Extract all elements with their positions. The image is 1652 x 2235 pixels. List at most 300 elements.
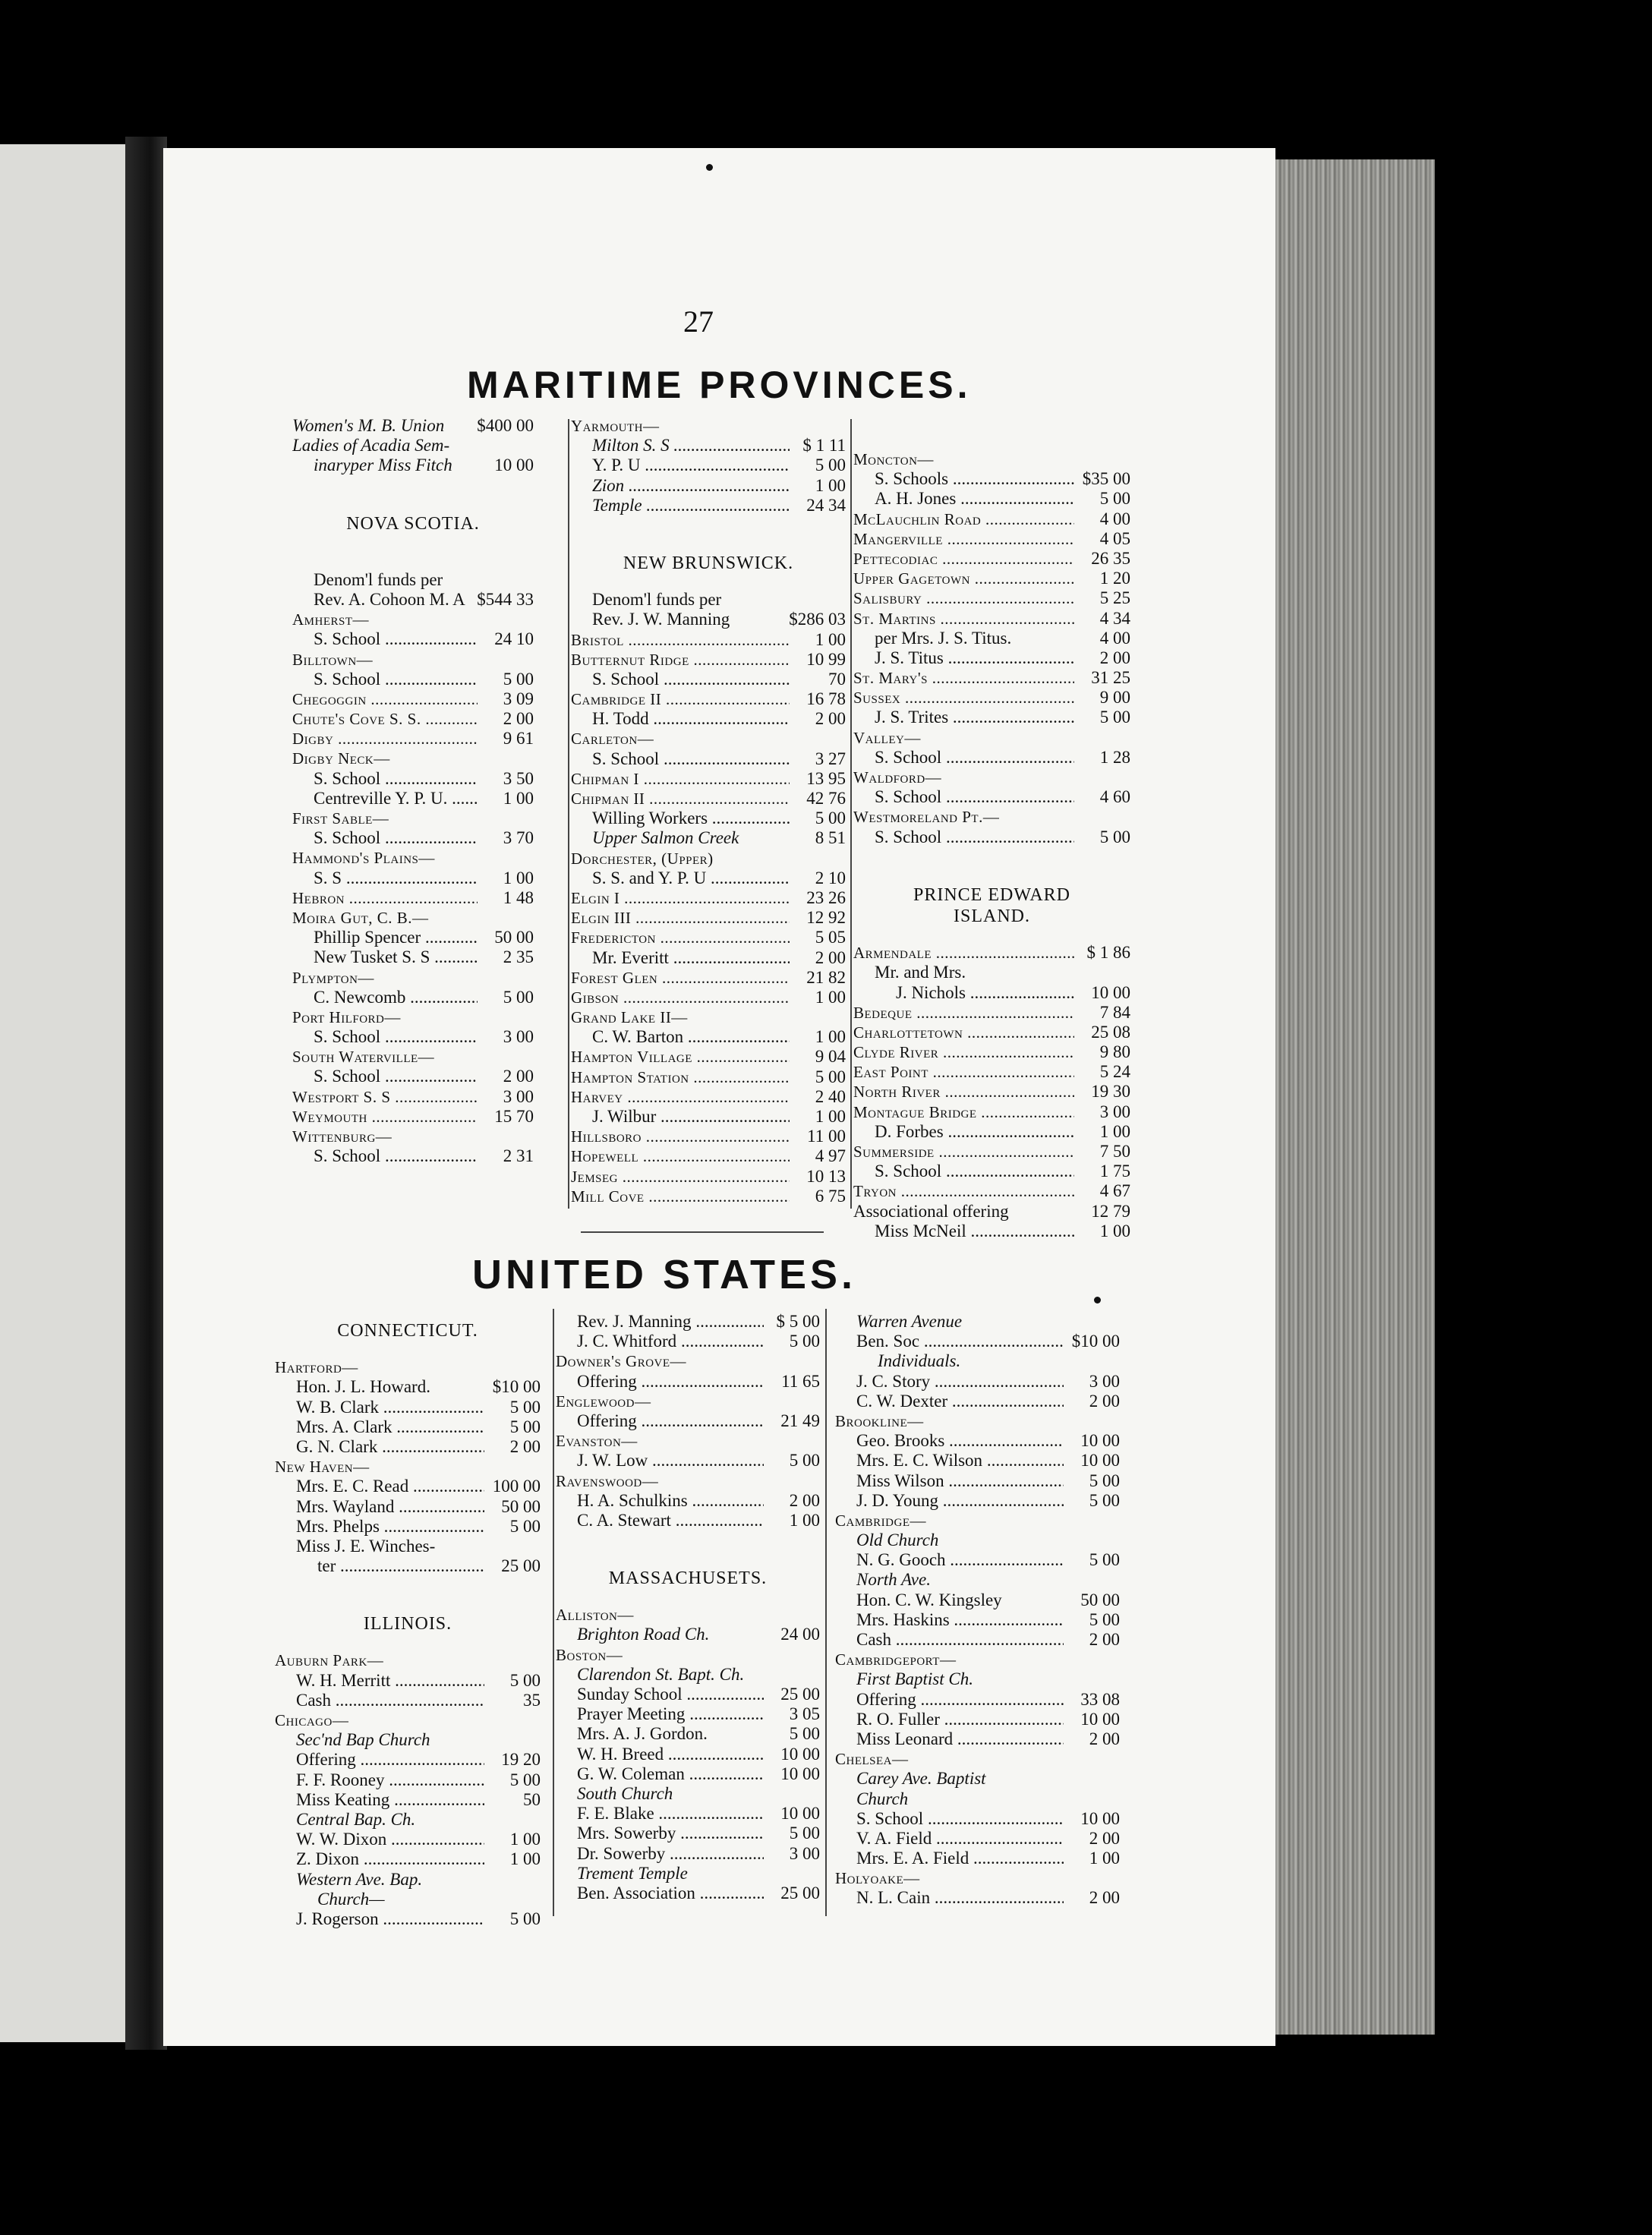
entry-name: Prayer Meeting .....	[556, 1704, 764, 1724]
entry-name: Cambridge II .....	[571, 689, 790, 709]
entry-amount: 2 00	[503, 709, 534, 729]
entry-row	[835, 1749, 1120, 1769]
entry-name: Port Hilford—	[292, 1007, 401, 1026]
entry-row	[571, 809, 846, 828]
region-heading: NEW BRUNSWICK.	[623, 553, 794, 573]
entry-name: S. School .....	[571, 749, 790, 769]
entry-amount	[478, 650, 534, 670]
entry-name: G. N. Clark .....	[275, 1437, 484, 1457]
entry-row	[853, 588, 1130, 608]
entry-amount: 5 00	[789, 1332, 820, 1351]
entry-amount: $544 33	[477, 589, 534, 609]
entry-row	[835, 1829, 1120, 1849]
entry-name: W. W. Dixon .....	[275, 1830, 484, 1849]
entry-amount: 3 00	[1099, 1102, 1130, 1121]
entry-amount: 2 00	[1089, 1828, 1120, 1848]
entry-amount: 4 97	[815, 1146, 846, 1166]
entry-amount: 5 00	[789, 1824, 820, 1843]
entry-row	[556, 1411, 820, 1431]
entry-name: Hebron .....	[292, 888, 478, 908]
entry-row	[275, 1650, 541, 1670]
entry-row	[571, 1067, 846, 1087]
entry-row	[835, 1610, 1120, 1630]
entry-name: Hon. C. W. Kingsley	[856, 1590, 1002, 1609]
entry-amount: 10 00	[494, 456, 534, 475]
entry-row	[292, 1107, 534, 1127]
entry-amount: 3 09	[503, 689, 534, 708]
entry-row	[853, 1042, 1130, 1062]
entry-row	[835, 1769, 1120, 1789]
entry-amount: 4 05	[1099, 528, 1130, 548]
entry-amount	[764, 1351, 820, 1371]
entry-name: Church	[856, 1789, 909, 1808]
entry-amount	[790, 729, 846, 749]
entry-row	[571, 789, 846, 809]
entry-amount: 9 80	[1099, 1042, 1130, 1062]
entry-name: J. C. Whitford .....	[556, 1332, 764, 1351]
entry-row	[571, 928, 846, 947]
maritime-column-1	[292, 416, 534, 1166]
entry-name: Armendale .....	[853, 943, 1074, 963]
entry-amount: 1 20	[1099, 569, 1130, 588]
entry-row	[556, 1451, 820, 1471]
entry-amount: 5 00	[509, 1397, 541, 1417]
entry-name: N. L. Cain .....	[835, 1888, 1064, 1908]
entry-name: N. G. Gooch .....	[835, 1550, 1064, 1570]
entry-name: V. A. Field .....	[835, 1829, 1064, 1849]
entry-name: Weymouth .....	[292, 1107, 478, 1127]
entry-name: Hopewell .....	[571, 1146, 790, 1166]
entry-amount: 5 25	[1099, 588, 1130, 608]
entry-name: Chipman I .....	[571, 769, 790, 789]
entry-name: Auburn Park—	[275, 1651, 384, 1670]
entry-name: S. School .....	[292, 1146, 478, 1166]
entry-row	[835, 1789, 1120, 1809]
entry-name: St. Mary's .....	[853, 668, 1074, 688]
entry-name: Englewood—	[556, 1392, 651, 1411]
entry-name: Denom'l funds per	[592, 590, 722, 610]
entry-row	[556, 1605, 820, 1625]
entry-amount: 5 00	[509, 1516, 541, 1536]
entry-row	[292, 1127, 534, 1146]
entry-name: Yarmouth—	[571, 417, 660, 435]
entry-name: New Haven—	[275, 1458, 370, 1477]
entry-name: Evanston—	[556, 1432, 638, 1451]
entry-name: Bristol .....	[571, 630, 790, 650]
entry-row	[853, 1102, 1130, 1122]
entry-amount	[478, 1127, 534, 1146]
entry-name: Sec'nd Bap Church	[296, 1730, 430, 1750]
entry-amount: 3 00	[503, 1027, 534, 1047]
entry-amount	[1064, 1789, 1120, 1809]
entry-row	[292, 1087, 534, 1107]
entry-row	[853, 1003, 1130, 1023]
entry-amount	[1064, 1351, 1120, 1371]
entry-name: Mrs. E. C. Read .....	[275, 1477, 484, 1496]
entry-row	[556, 1824, 820, 1843]
entry-name: Mill Cove .....	[571, 1187, 790, 1206]
entry-name: First Sable—	[292, 809, 389, 828]
entry-amount: 26 35	[1091, 548, 1130, 568]
entry-amount: 25 08	[1091, 1022, 1130, 1042]
entry-row	[556, 1372, 820, 1392]
entry-row	[835, 1332, 1120, 1351]
entry-name: Ben. Association .....	[556, 1884, 764, 1903]
entry-row	[571, 496, 846, 515]
entry-row	[835, 1868, 1120, 1888]
entry-amount: 3 00	[503, 1086, 534, 1106]
entry-name: J. C. Story .....	[835, 1372, 1064, 1392]
entry-row	[275, 1890, 541, 1909]
entry-amount: 2 00	[509, 1436, 541, 1456]
entry-name: Ladies of Acadia Sem-	[292, 436, 450, 456]
entry-amount: 2 00	[1089, 1729, 1120, 1748]
entry-amount: 12 79	[1091, 1201, 1130, 1221]
entry-name: Z. Dixon .....	[275, 1849, 484, 1869]
entry-row	[571, 416, 846, 436]
entry-row	[571, 610, 846, 629]
region-heading: NOVA SCOTIA.	[346, 513, 480, 534]
entry-amount: 5 00	[815, 456, 846, 475]
entry-name: S. School .....	[292, 769, 478, 789]
entry-row	[835, 1372, 1120, 1392]
entry-amount	[484, 1890, 541, 1909]
entry-row	[292, 570, 534, 590]
entry-row	[571, 868, 846, 888]
entry-row	[853, 1082, 1130, 1102]
entry-amount	[1074, 728, 1130, 748]
entry-amount: 2 40	[815, 1086, 846, 1106]
entry-name: Offering .....	[275, 1750, 484, 1770]
entry-row	[571, 769, 846, 789]
entry-row	[835, 1392, 1120, 1411]
entry-name: S. S .....	[292, 868, 478, 888]
entry-name: Temple .....	[571, 496, 790, 515]
entry-name: Cash .....	[835, 1630, 1064, 1650]
entry-row	[556, 1685, 820, 1704]
entry-amount: 9 00	[1099, 688, 1130, 708]
entry-name: Offering .....	[835, 1690, 1064, 1710]
entry-amount: 2 00	[1089, 1630, 1120, 1649]
entry-name: Jemseg .....	[571, 1167, 790, 1187]
entry-amount: 2 35	[503, 947, 534, 967]
entry-row	[571, 1167, 846, 1187]
entry-name: Mrs. A. J. Gordon.	[577, 1724, 708, 1744]
entry-amount	[764, 1784, 820, 1804]
column-rule	[568, 419, 569, 1209]
print-speck	[1094, 1297, 1101, 1303]
entry-row	[853, 983, 1130, 1003]
entry-row	[275, 1556, 541, 1576]
entry-amount: 2 00	[503, 1067, 534, 1086]
entry-name: Ravenswood—	[556, 1471, 659, 1490]
entry-amount	[478, 749, 534, 768]
entry-amount: 2 10	[815, 868, 846, 887]
entry-row	[571, 988, 846, 1007]
entry-name: Digby Neck—	[292, 749, 390, 768]
entry-row	[556, 1491, 820, 1511]
entry-name: Dorchester, (Upper)	[571, 849, 714, 868]
entry-row	[853, 509, 1130, 529]
entry-amount: 2 00	[789, 1490, 820, 1510]
entry-amount	[478, 848, 534, 868]
entry-row	[835, 1849, 1120, 1868]
entry-name: Butternut Ridge .....	[571, 650, 790, 670]
entry-name: Miss Leonard .....	[835, 1729, 1064, 1749]
entry-name: Rev. A. Cohoon M. A	[314, 589, 465, 609]
entry-amount: 10 00	[780, 1804, 820, 1824]
entry-amount	[790, 590, 846, 610]
entry-row	[275, 1830, 541, 1849]
entry-row	[835, 1431, 1120, 1451]
region-heading: PRINCE EDWARD	[913, 884, 1070, 905]
entry-row	[556, 1431, 820, 1451]
entry-amount: 25 00	[780, 1685, 820, 1704]
entry-row	[292, 590, 534, 610]
entry-amount: 5 00	[1089, 1550, 1120, 1570]
entry-row	[571, 828, 846, 848]
entry-name: Chegoggin .....	[292, 689, 478, 709]
entry-row	[853, 648, 1130, 668]
entry-name: A. H. Jones .....	[853, 489, 1074, 509]
entry-name: Hampton Village .....	[571, 1047, 790, 1067]
entry-row	[571, 1107, 846, 1127]
entry-amount: 5 00	[789, 1451, 820, 1471]
entry-amount: 5 00	[509, 1770, 541, 1789]
entry-row	[556, 1884, 820, 1903]
entry-row	[835, 1690, 1120, 1710]
entry-amount	[1064, 1868, 1120, 1888]
entry-amount: 11 00	[807, 1127, 846, 1146]
entry-amount	[484, 1870, 541, 1890]
entry-row	[292, 1007, 534, 1027]
entry-amount: $400 00	[477, 416, 534, 435]
entry-row	[292, 749, 534, 768]
entry-name: Trement Temple	[577, 1863, 688, 1883]
entry-name: Mangerville .....	[853, 529, 1074, 549]
entry-name: S. School .....	[292, 1027, 478, 1047]
entry-name: S. School .....	[835, 1809, 1064, 1829]
entry-row	[275, 1437, 541, 1457]
entry-amount: 50 00	[1080, 1590, 1120, 1609]
region-heading: ISLAND.	[954, 906, 1030, 926]
entry-name: Associational offering	[853, 1201, 1009, 1221]
entry-amount	[484, 1457, 541, 1477]
entry-amount: 5 00	[789, 1724, 820, 1744]
entry-name: Milton S. S .....	[571, 436, 790, 456]
entry-name: Rev. J. Manning .....	[556, 1312, 764, 1332]
entry-name: S. School .....	[853, 787, 1074, 807]
entry-row	[292, 729, 534, 749]
entry-amount: 5 00	[1089, 1609, 1120, 1629]
entry-row	[853, 1162, 1130, 1181]
entry-amount: $10 00	[492, 1377, 541, 1397]
us-column-3	[835, 1312, 1120, 1909]
entry-amount: 1 00	[1099, 1121, 1130, 1141]
entry-amount	[484, 1730, 541, 1750]
entry-name: Hampton Station .....	[571, 1067, 790, 1087]
entry-amount: 10 00	[1080, 1709, 1120, 1729]
entry-name: Miss J. E. Winches-	[296, 1536, 436, 1556]
entry-amount: 2 00	[815, 947, 846, 967]
entry-row	[835, 1809, 1120, 1829]
entry-name: Salisbury .....	[853, 588, 1074, 608]
entry-amount: 10 00	[780, 1744, 820, 1764]
entry-name: Brookline—	[835, 1411, 924, 1430]
entry-name: C. A. Stewart .....	[556, 1511, 764, 1530]
entry-name: Old Church	[856, 1530, 939, 1550]
entry-row	[571, 630, 846, 650]
entry-name: S. School .....	[853, 748, 1074, 768]
entry-row	[853, 827, 1130, 847]
entry-name: St. Martins .....	[853, 609, 1074, 629]
entry-row	[853, 529, 1130, 549]
entry-name: H. A. Schulkins .....	[556, 1491, 764, 1511]
entry-row	[556, 1665, 820, 1685]
entry-amount: 1 00	[815, 1107, 846, 1127]
book-gutter-shadow	[125, 137, 167, 2050]
entry-row	[571, 650, 846, 670]
entry-row	[571, 849, 846, 868]
entry-name: Mrs. A. Clark .....	[275, 1417, 484, 1437]
entry-row	[853, 549, 1130, 569]
entry-name: Mrs. E. C. Wilson .....	[835, 1451, 1064, 1471]
entry-name: South Church	[577, 1783, 673, 1803]
entry-name: Miss Keating .....	[275, 1790, 484, 1810]
entry-amount: $286 03	[789, 610, 846, 629]
column-rule	[850, 419, 852, 1209]
entry-row	[853, 787, 1130, 807]
entry-name: Boston—	[556, 1645, 623, 1664]
entry-amount: 3 70	[503, 828, 534, 848]
entry-name: Harvey .....	[571, 1087, 790, 1107]
entry-amount: 5 00	[1099, 708, 1130, 727]
us-column-1	[275, 1303, 541, 1929]
entry-amount	[790, 849, 846, 868]
entry-name: Bedeque .....	[853, 1003, 1074, 1023]
entry-row	[835, 1471, 1120, 1491]
entry-name: Mrs. Wayland .....	[275, 1497, 484, 1517]
entry-name: Plympton—	[292, 968, 374, 987]
entry-name: Mrs. Haskins .....	[835, 1610, 1064, 1630]
entry-row	[571, 749, 846, 769]
entry-name: J. Rogerson .....	[275, 1909, 484, 1929]
entry-name: C. W. Barton .....	[571, 1027, 790, 1047]
entry-row	[853, 1181, 1130, 1201]
entry-name: Chicago—	[275, 1711, 349, 1730]
entry-amount	[478, 570, 534, 590]
entry-amount: 4 34	[1099, 608, 1130, 628]
entry-row	[556, 1332, 820, 1351]
entry-name: Mr. and Mrs.	[875, 963, 966, 982]
entry-row	[556, 1724, 820, 1744]
entry-row	[292, 928, 534, 947]
entry-name: Amherst—	[292, 610, 370, 629]
entry-amount: 1 00	[815, 1027, 846, 1047]
entry-amount: 1 00	[503, 788, 534, 808]
spacer	[292, 550, 534, 570]
entry-amount: 4 00	[1099, 628, 1130, 648]
entry-amount: 5 00	[1089, 1471, 1120, 1490]
entry-row	[292, 1047, 534, 1067]
entry-amount: 24 10	[494, 629, 534, 649]
entry-amount	[484, 1357, 541, 1377]
entry-amount	[478, 968, 534, 988]
entry-row	[292, 416, 534, 436]
entry-name: Downer's Grove—	[556, 1352, 687, 1371]
entry-name: W. B. Clark .....	[275, 1398, 484, 1417]
entry-name: D. Forbes .....	[853, 1122, 1074, 1142]
entry-row	[853, 1142, 1130, 1162]
entry-row	[571, 968, 846, 988]
entry-amount: 3 00	[789, 1843, 820, 1863]
entry-name: Digby .....	[292, 729, 478, 749]
entry-name: Offering .....	[556, 1411, 764, 1431]
entry-amount: 10 00	[1080, 1431, 1120, 1451]
entry-row	[275, 1497, 541, 1517]
entry-amount: 4 60	[1099, 787, 1130, 807]
entry-amount	[478, 908, 534, 928]
entry-row	[292, 436, 534, 456]
entry-name: S. School .....	[292, 828, 478, 848]
entry-row	[853, 609, 1130, 629]
entry-amount: 2 00	[1089, 1888, 1120, 1908]
entry-row	[556, 1392, 820, 1411]
entry-name: Fredericton .....	[571, 928, 790, 947]
entry-name: Carey Ave. Baptist	[856, 1769, 986, 1789]
entry-row	[275, 1517, 541, 1537]
entry-amount	[764, 1431, 820, 1451]
entry-amount	[478, 1047, 534, 1067]
entry-amount: 6 75	[815, 1186, 846, 1206]
entry-row	[275, 1870, 541, 1890]
entry-amount: 5 00	[1099, 827, 1130, 846]
entry-amount: $ 1 11	[802, 436, 846, 456]
entry-name: Pettecodiac .....	[853, 549, 1074, 569]
entry-amount: 11 65	[781, 1371, 820, 1391]
entry-row	[853, 768, 1130, 787]
entry-name: North River .....	[853, 1082, 1074, 1102]
region-heading: CONNECTICUT.	[337, 1321, 478, 1341]
entry-row	[835, 1451, 1120, 1471]
entry-name: Clarendon St. Bapt. Ch.	[577, 1664, 745, 1684]
entry-row	[292, 789, 534, 809]
entry-name: East Point .....	[853, 1062, 1074, 1082]
entry-amount: 15 70	[494, 1106, 534, 1126]
entry-row	[292, 908, 534, 928]
section-title-maritime-provinces: MARITIME PROVINCES.	[467, 364, 972, 406]
column-rule	[553, 1309, 554, 1916]
entry-name: Brighton Road Ch.	[577, 1625, 710, 1644]
entry-row	[853, 1023, 1130, 1042]
entry-row	[571, 948, 846, 968]
entry-name: Hartford—	[275, 1358, 358, 1377]
entry-amount: 35	[523, 1690, 541, 1710]
entry-row	[835, 1550, 1120, 1570]
entry-amount: 5 00	[509, 1417, 541, 1436]
entry-row	[853, 469, 1130, 489]
entry-amount: 70	[828, 669, 846, 689]
book-page-edges	[1275, 159, 1435, 2035]
entry-amount	[1064, 1769, 1120, 1789]
entry-row	[853, 748, 1130, 768]
entry-amount: 42 76	[806, 789, 846, 809]
entry-amount: 1 00	[815, 475, 846, 495]
entry-amount	[484, 1537, 541, 1556]
entry-amount: 5 00	[1099, 489, 1130, 509]
entry-row	[835, 1630, 1120, 1650]
entry-name: F. F. Rooney .....	[275, 1770, 484, 1790]
